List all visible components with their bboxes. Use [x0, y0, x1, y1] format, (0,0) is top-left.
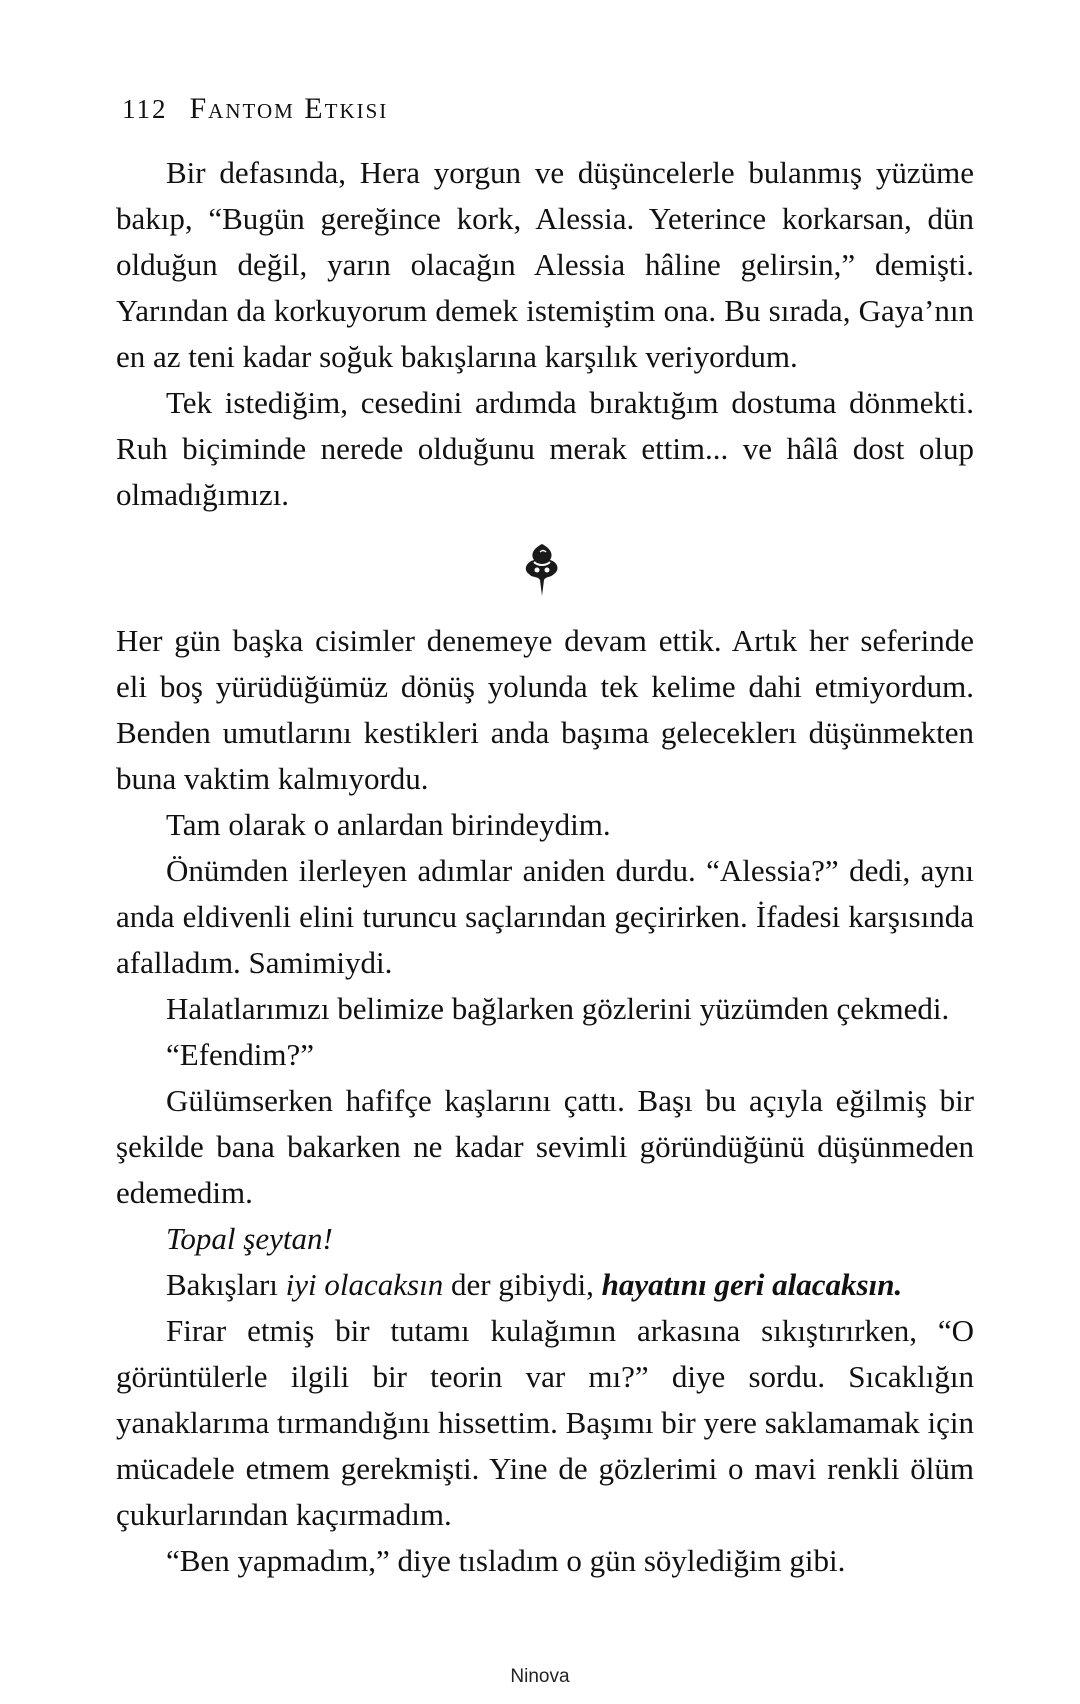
italic-exclamation	[116, 1216, 974, 1262]
paragraph: Tam olarak o anlardan birindeydim.	[166, 807, 611, 842]
italic-text: Topal şeytan!	[166, 1221, 333, 1256]
paragraph: Halatlarımızı belimize bağlarken gözlerini yüzümden çekmedi.	[166, 991, 950, 1026]
book-title: Fantom Etkisi	[189, 92, 389, 125]
section-two	[116, 618, 974, 1584]
paragraph: Her gün başka cisimler denemeye devam ettik. Artık her seferinde eli boş yürüdüğümüz dönüş yolunda tek kelime dahi etmiyordum. Benden umutlarını kestikleri anda başıma geleceklerı düşünmekten buna vaktim kalmıyordu.	[116, 623, 974, 796]
scene-break-ornament-icon	[520, 542, 564, 598]
paragraph: Firar etmiş bir tutamı kulağımın arkasına sıkıştırırken, “O görüntülerle ilgili bir teorin var mı?” diye sordu. Sıcaklığın yanaklarıma tırmandığını hissettim. Başımı bir yere saklamamak için mücadele etmem gerekmişti. Yine de gözlerimi o mavi renkli ölüm çukurlarından kaçırmadım.	[116, 1313, 974, 1532]
section-one	[116, 150, 974, 518]
text-span: der gibiydi,	[443, 1267, 602, 1302]
paragraph: Bir defasında, Hera yorgun ve düşüncelerle bulanmış yüzüme bakıp, “Bugün gereğince kork, Alessia. Yeterince korkarsan, dün olduğun değil, yarın olacağın Alessia hâline gelirsin,” demişti. Yarından da korkuyorum demek istemiştim ona. Bu sırada, Gaya’nın en az teni kadar soğuk bakışlarına karşılık veriyordum.	[116, 155, 974, 374]
italic-text: iyi olacaksın	[285, 1267, 444, 1302]
paragraph: Tek istediğim, cesedini ardımda bıraktığım dostuma dönmekti. Ruh biçiminde nerede olduğunu merak ettim... ve hâlâ dost olup olmadığımızı.	[116, 385, 974, 512]
bold-italic-text: hayatını geri alacaksın.	[601, 1267, 903, 1302]
page-number: 112	[122, 94, 168, 124]
paragraph	[116, 1262, 974, 1308]
dialogue-line: “Efendim?”	[166, 1037, 315, 1072]
dialogue-line: “Ben yapmadım,” diye tısladım o gün söylediğim gibi.	[166, 1543, 846, 1578]
running-head	[122, 92, 388, 126]
paragraph: Önümden ilerleyen adımlar aniden durdu. “Alessia?” dedi, aynı anda eldivenli elini turuncu saçlarından geçirirken. İfadesi karşısında afalladım. Samimiydi.	[116, 853, 974, 980]
text-span: Bakışları	[166, 1267, 286, 1302]
publisher-footer: Ninova	[510, 1666, 570, 1687]
paragraph: Gülümserken hafifçe kaşlarını çattı. Başı bu açıyla eğilmiş bir şekilde bana bakarken ne kadar sevimli göründüğünü düşünmeden edemedim.	[116, 1083, 974, 1210]
